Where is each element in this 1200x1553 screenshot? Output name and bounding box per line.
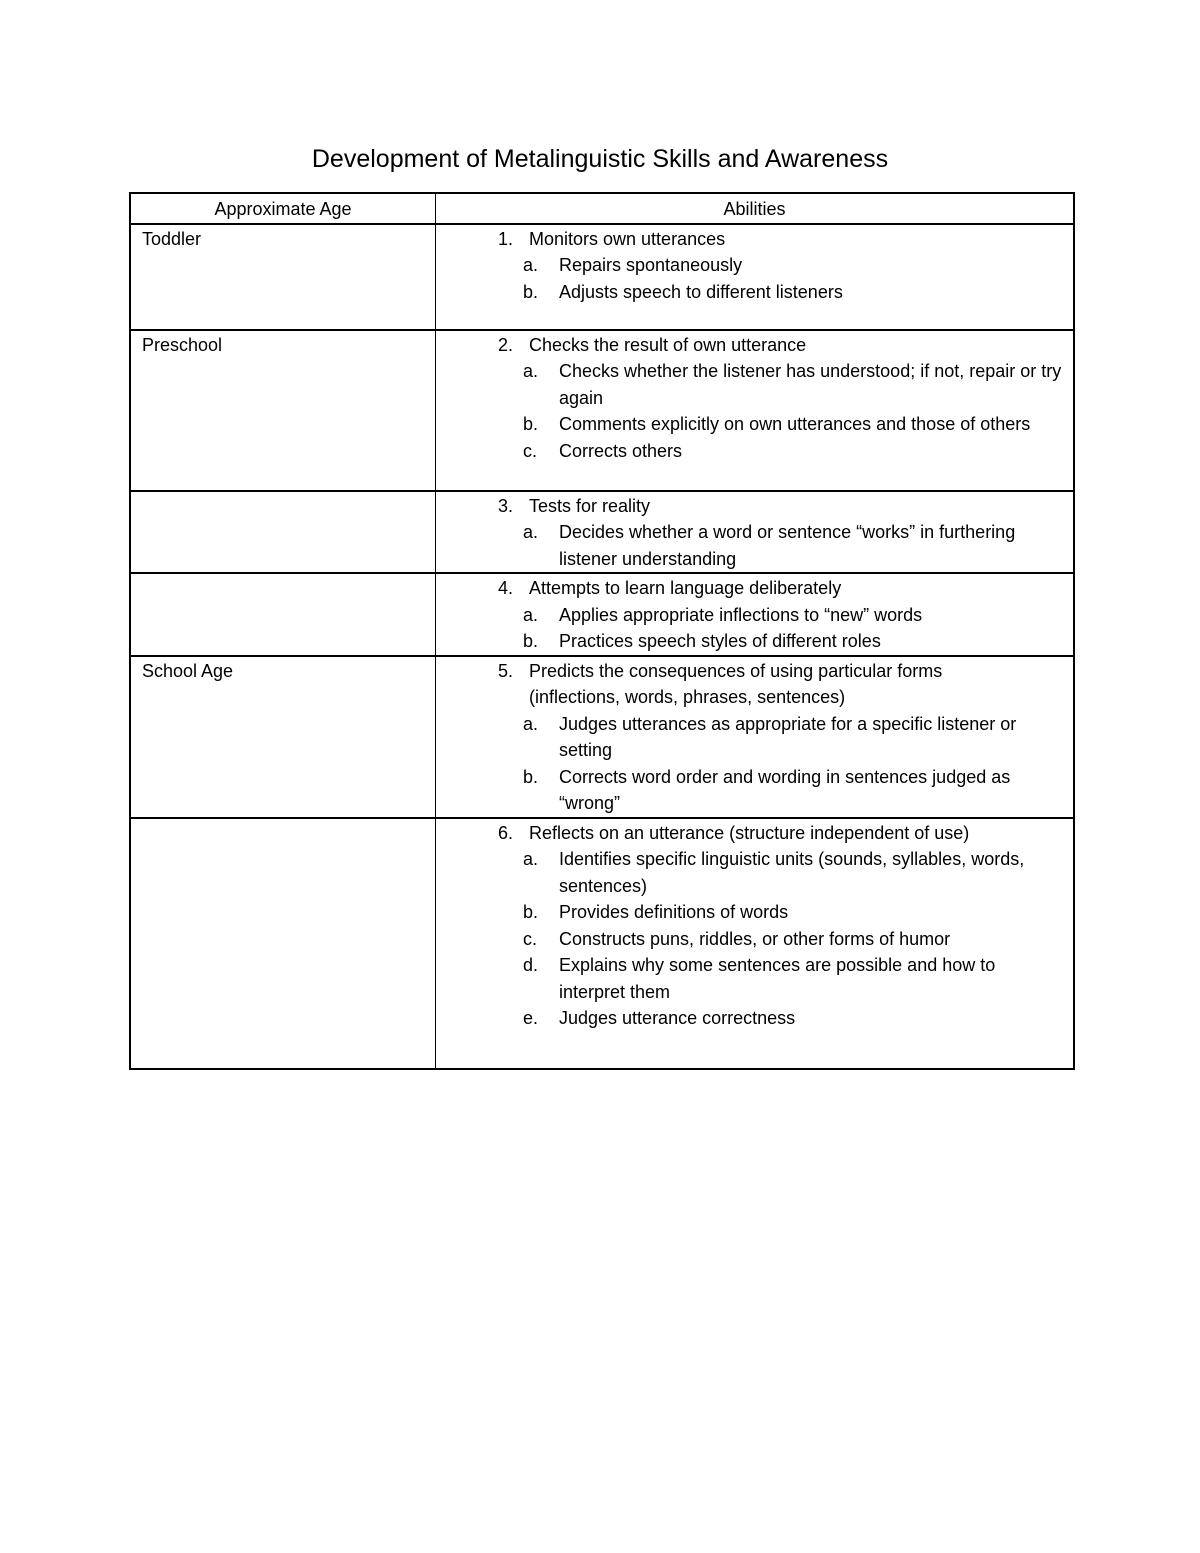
sub-item-text: Adjusts speech to different listeners — [559, 281, 843, 302]
sub-item-text: Judges utterances as appropriate for a specific listener or setting — [559, 713, 1017, 760]
sub-item — [523, 628, 1063, 655]
age-cell: School Age — [130, 656, 436, 818]
item-number: 4. — [497, 578, 513, 598]
item-number: 2. — [497, 334, 513, 355]
table-row — [130, 573, 1074, 656]
ability-item — [489, 658, 1063, 817]
sub-item-text: Decides whether a word or sentence “works” in furthering listener understanding — [559, 522, 1016, 569]
sub-item — [523, 926, 1063, 953]
abilities-cell — [436, 573, 1075, 656]
abilities-cell — [436, 224, 1075, 330]
sub-item — [523, 358, 1063, 411]
sub-item — [523, 846, 1063, 899]
table-row — [130, 818, 1074, 1069]
ability-item — [489, 820, 1063, 1032]
ability-item — [489, 575, 1063, 655]
item-text: Reflects on an utterance (structure independent of use) — [529, 822, 970, 843]
sub-item-label: d. — [523, 955, 539, 975]
item-number: 5. — [497, 660, 513, 681]
item-number: 3. — [497, 495, 513, 516]
abilities-cell — [436, 491, 1075, 574]
sub-item-label: a. — [523, 361, 539, 381]
sub-item-text: Applies appropriate inflections to “new” words — [559, 604, 923, 625]
sub-item — [523, 1005, 1063, 1032]
header-abilities: Abilities — [436, 193, 1075, 224]
ability-item — [489, 226, 1063, 306]
table-row — [130, 330, 1074, 491]
item-text-continuation: (inflections, words, phrases, sentences) — [529, 687, 846, 707]
sub-item — [523, 602, 1063, 629]
item-text: Checks the result of own utterance — [529, 334, 807, 355]
abilities-table — [129, 192, 1075, 1070]
sub-item — [523, 279, 1063, 306]
sub-item-text: Repairs spontaneously — [559, 255, 743, 275]
sub-item-label: a. — [523, 255, 539, 275]
sub-item-label: e. — [523, 1008, 539, 1028]
header-approximate-age: Approximate Age — [130, 193, 436, 224]
sub-item-text: Practices speech styles of different roles — [559, 631, 881, 651]
sub-item-label: a. — [523, 522, 539, 542]
sub-item-text: Corrects word order and wording in sentences judged as “wrong” — [559, 766, 1011, 813]
item-text: Attempts to learn language deliberately — [529, 578, 842, 598]
item-text: Monitors own utterances — [529, 228, 726, 249]
sub-item — [523, 711, 1063, 764]
age-cell — [130, 818, 436, 1069]
sub-item — [523, 519, 1063, 572]
abilities-cell — [436, 656, 1075, 818]
age-cell: Toddler — [130, 224, 436, 330]
sub-item-text: Judges utterance correctness — [559, 1008, 796, 1028]
age-cell: Preschool — [130, 330, 436, 491]
table-row — [130, 491, 1074, 574]
sub-item-text: Identifies specific linguistic units (sounds, syllables, words, sentences) — [559, 849, 1025, 896]
item-text: Tests for reality — [529, 495, 651, 516]
sub-item — [523, 252, 1063, 279]
sub-item-text: Explains why some sentences are possible and how to interpret them — [559, 955, 996, 1002]
ability-item — [489, 332, 1063, 465]
page-title: Development of Metalinguistic Skills and Awareness — [311, 145, 889, 173]
sub-item-text: Provides definitions of words — [559, 902, 789, 922]
abilities-cell — [436, 818, 1075, 1069]
sub-item-text: Constructs puns, riddles, or other forms of humor — [559, 928, 951, 949]
sub-item-label: c. — [523, 440, 538, 461]
sub-item-text: Checks whether the listener has understood; if not, repair or try again — [559, 361, 1062, 408]
age-cell — [130, 491, 436, 574]
item-text: Predicts the consequences of using particular forms — [529, 660, 943, 681]
table-row — [130, 656, 1074, 818]
item-number: 1. — [497, 228, 513, 249]
table-row — [130, 224, 1074, 330]
table-header-row — [130, 193, 1074, 224]
sub-item-label: b. — [523, 766, 539, 787]
sub-item — [523, 438, 1063, 465]
sub-item-label: b. — [523, 414, 539, 434]
sub-item-label: a. — [523, 604, 539, 625]
sub-item-label: c. — [523, 928, 538, 949]
sub-item-label: a. — [523, 713, 539, 734]
sub-item — [523, 899, 1063, 926]
sub-item-label: b. — [523, 902, 539, 922]
sub-item-text: Comments explicitly on own utterances and those of others — [559, 414, 1031, 434]
sub-item-label: b. — [523, 631, 539, 651]
age-cell — [130, 573, 436, 656]
sub-item-label: a. — [523, 849, 539, 869]
abilities-cell — [436, 330, 1075, 491]
sub-item — [523, 952, 1063, 1005]
sub-item-text: Corrects others — [559, 440, 683, 461]
ability-item — [489, 493, 1063, 573]
sub-item — [523, 764, 1063, 817]
sub-item — [523, 411, 1063, 438]
sub-item-label: b. — [523, 281, 539, 302]
item-number: 6. — [497, 822, 513, 843]
